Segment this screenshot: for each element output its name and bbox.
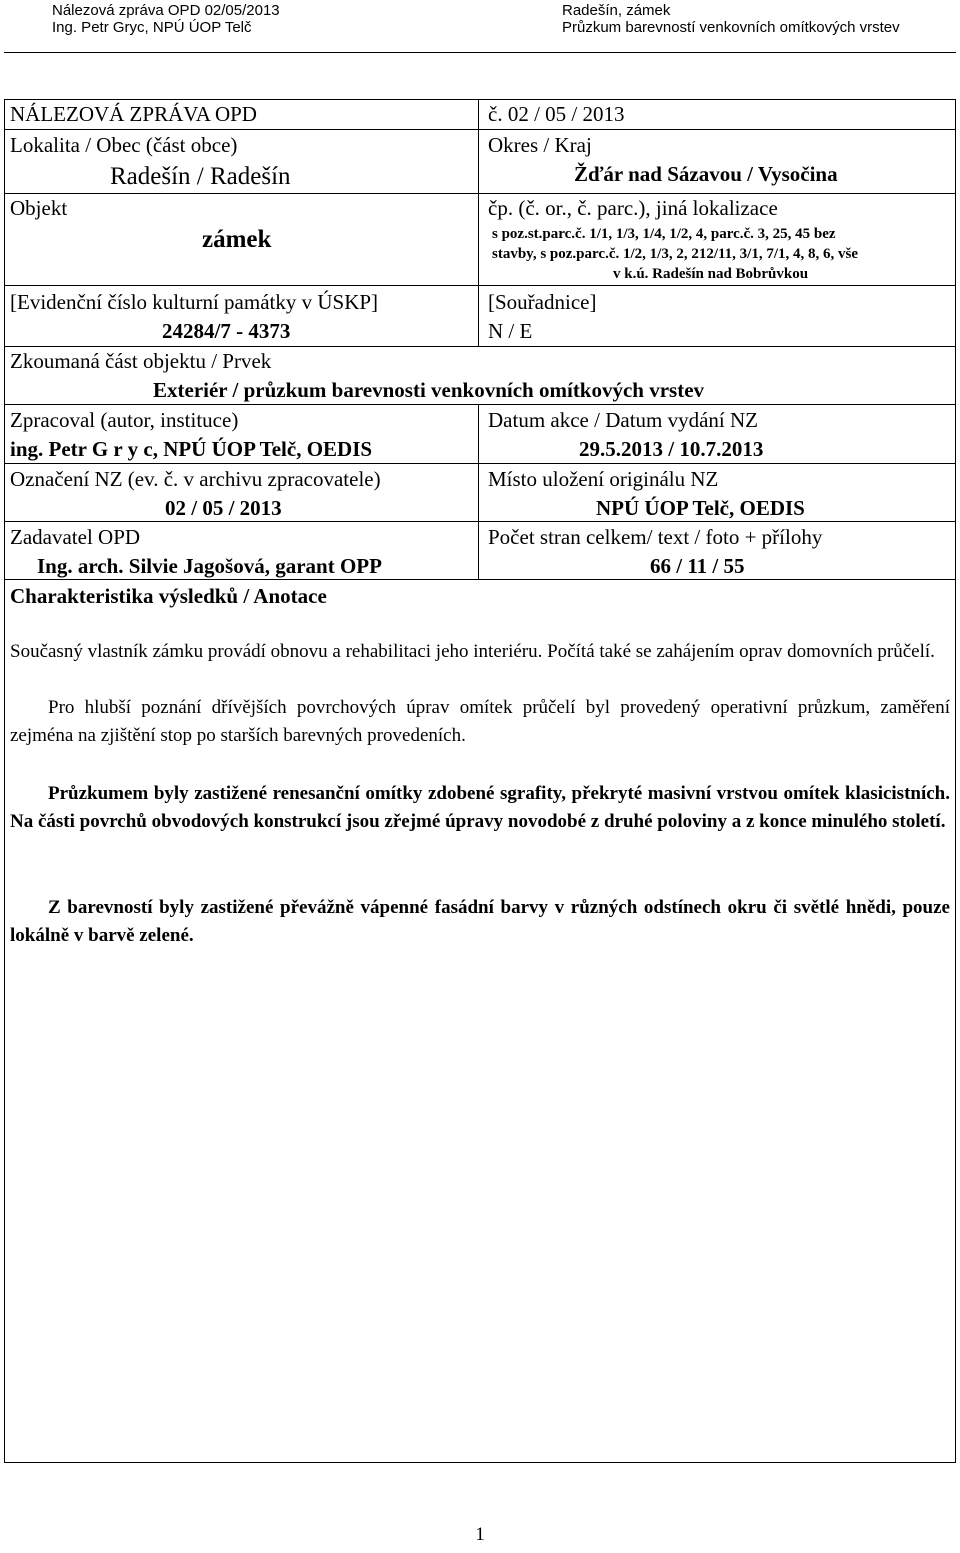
report-title: NÁLEZOVÁ ZPRÁVA OPD: [10, 102, 257, 126]
author-label: Zpracoval (autor, instituce): [10, 408, 239, 432]
cp-line3: v k.ú. Radešín nad Bobrůvkou: [613, 266, 809, 282]
row-separator: [4, 579, 956, 580]
pages-label: Počet stran celkem/ text / foto + přílohy: [488, 525, 823, 549]
annotation-paragraph-1: Současný vlastník zámku provádí obnovu a rehabilitaci jeho interiéru. Počítá také se zahájením oprav domovních průčelí.: [10, 641, 935, 662]
client-label: Zadavatel OPD: [10, 525, 141, 549]
date-value: 29.5.2013 / 10.7.2013: [579, 437, 764, 461]
part-value: Exteriér / průzkum barevnosti venkovních omítkových vrstev: [153, 378, 705, 402]
pages-value: 66 / 11 / 55: [650, 554, 745, 578]
mark-value: 02 / 05 / 2013: [165, 496, 282, 520]
header-left-line1: Nálezová zpráva OPD 02/05/2013: [52, 2, 280, 19]
lokalita-value: Radešín / Radešín: [110, 163, 291, 190]
mark-label: Označení NZ (ev. č. v archivu zpracovatele): [10, 467, 381, 491]
row-separator: [4, 129, 956, 130]
part-label: Zkoumaná část objektu / Prvek: [10, 349, 272, 373]
column-divider: [478, 99, 479, 346]
header-left-line2: Ing. Petr Gryc, NPÚ ÚOP Telč: [52, 19, 252, 36]
row-separator: [4, 463, 956, 464]
objekt-label: Objekt: [10, 196, 68, 220]
cp-line1: s poz.st.parc.č. 1/1, 1/3, 1/4, 1/2, 4, parc.č. 3, 25, 45 bez: [492, 226, 836, 242]
row-separator: [4, 193, 956, 194]
okres-label: Okres / Kraj: [488, 133, 592, 157]
row-separator: [4, 346, 956, 347]
cp-label: čp. (č. or., č. parc.), jiná lokalizace: [488, 196, 778, 220]
column-divider: [478, 404, 479, 579]
author-value: ing. Petr G r y c, NPÚ ÚOP Telč, OEDIS: [10, 437, 373, 461]
row-separator: [4, 285, 956, 286]
header-right-line2: Průzkum barevností venkovních omítkových vrstev: [562, 19, 900, 36]
report-number: č. 02 / 05 / 2013: [488, 102, 625, 126]
place-label: Místo uložení originálu NZ: [488, 467, 719, 491]
row-separator: [4, 521, 956, 522]
evid-value: 24284/7 - 4373: [162, 319, 291, 343]
row-separator: [4, 404, 956, 405]
page-number: 1: [475, 1524, 485, 1545]
annotation-paragraph-2: Pro hlubší poznání dřívějších povrchových úprav omítek průčelí byl provedený operativní průzkum, zaměření zejména na zjištění stop po starších barevných provedeních.: [10, 697, 950, 746]
coord-label: [Souřadnice]: [488, 290, 597, 314]
coord-value: N / E: [488, 319, 533, 343]
objekt-value: zámek: [202, 226, 272, 253]
annotation-paragraph-3: Průzkumem byly zastižené renesanční omítky zdobené sgrafity, překryté masivní vrstvou omítek klasicistních. Na části povrchů obvodových konstrukcí jsou zřejmé úpravy novodobé z druhé poloviny a z konce minulého století.: [10, 783, 950, 832]
header-right-line1: Radešín, zámek: [562, 2, 671, 19]
lokalita-label: Lokalita / Obec (část obce): [10, 133, 238, 157]
cp-line2: stavby, s poz.parc.č. 1/2, 1/3, 2, 212/11, 3/1, 7/1, 4, 8, 6, vše: [492, 246, 858, 262]
header-rule: [4, 52, 956, 53]
date-label: Datum akce / Datum vydání NZ: [488, 408, 759, 432]
evid-label: [Evidenční číslo kulturní památky v ÚSKP]: [10, 290, 379, 314]
annotation-label: Charakteristika výsledků / Anotace: [10, 584, 327, 608]
client-value: Ing. arch. Silvie Jagošová, garant OPP: [37, 554, 382, 578]
place-value: NPÚ ÚOP Telč, OEDIS: [596, 496, 805, 520]
okres-value: Žďár nad Sázavou / Vysočina: [574, 162, 838, 186]
annotation-paragraph-4: Z barevností byly zastižené převážně vápenné fasádní barvy v různých odstínech okru či světlé hnědi, pouze lokálně v barvě zelené.: [10, 897, 950, 946]
